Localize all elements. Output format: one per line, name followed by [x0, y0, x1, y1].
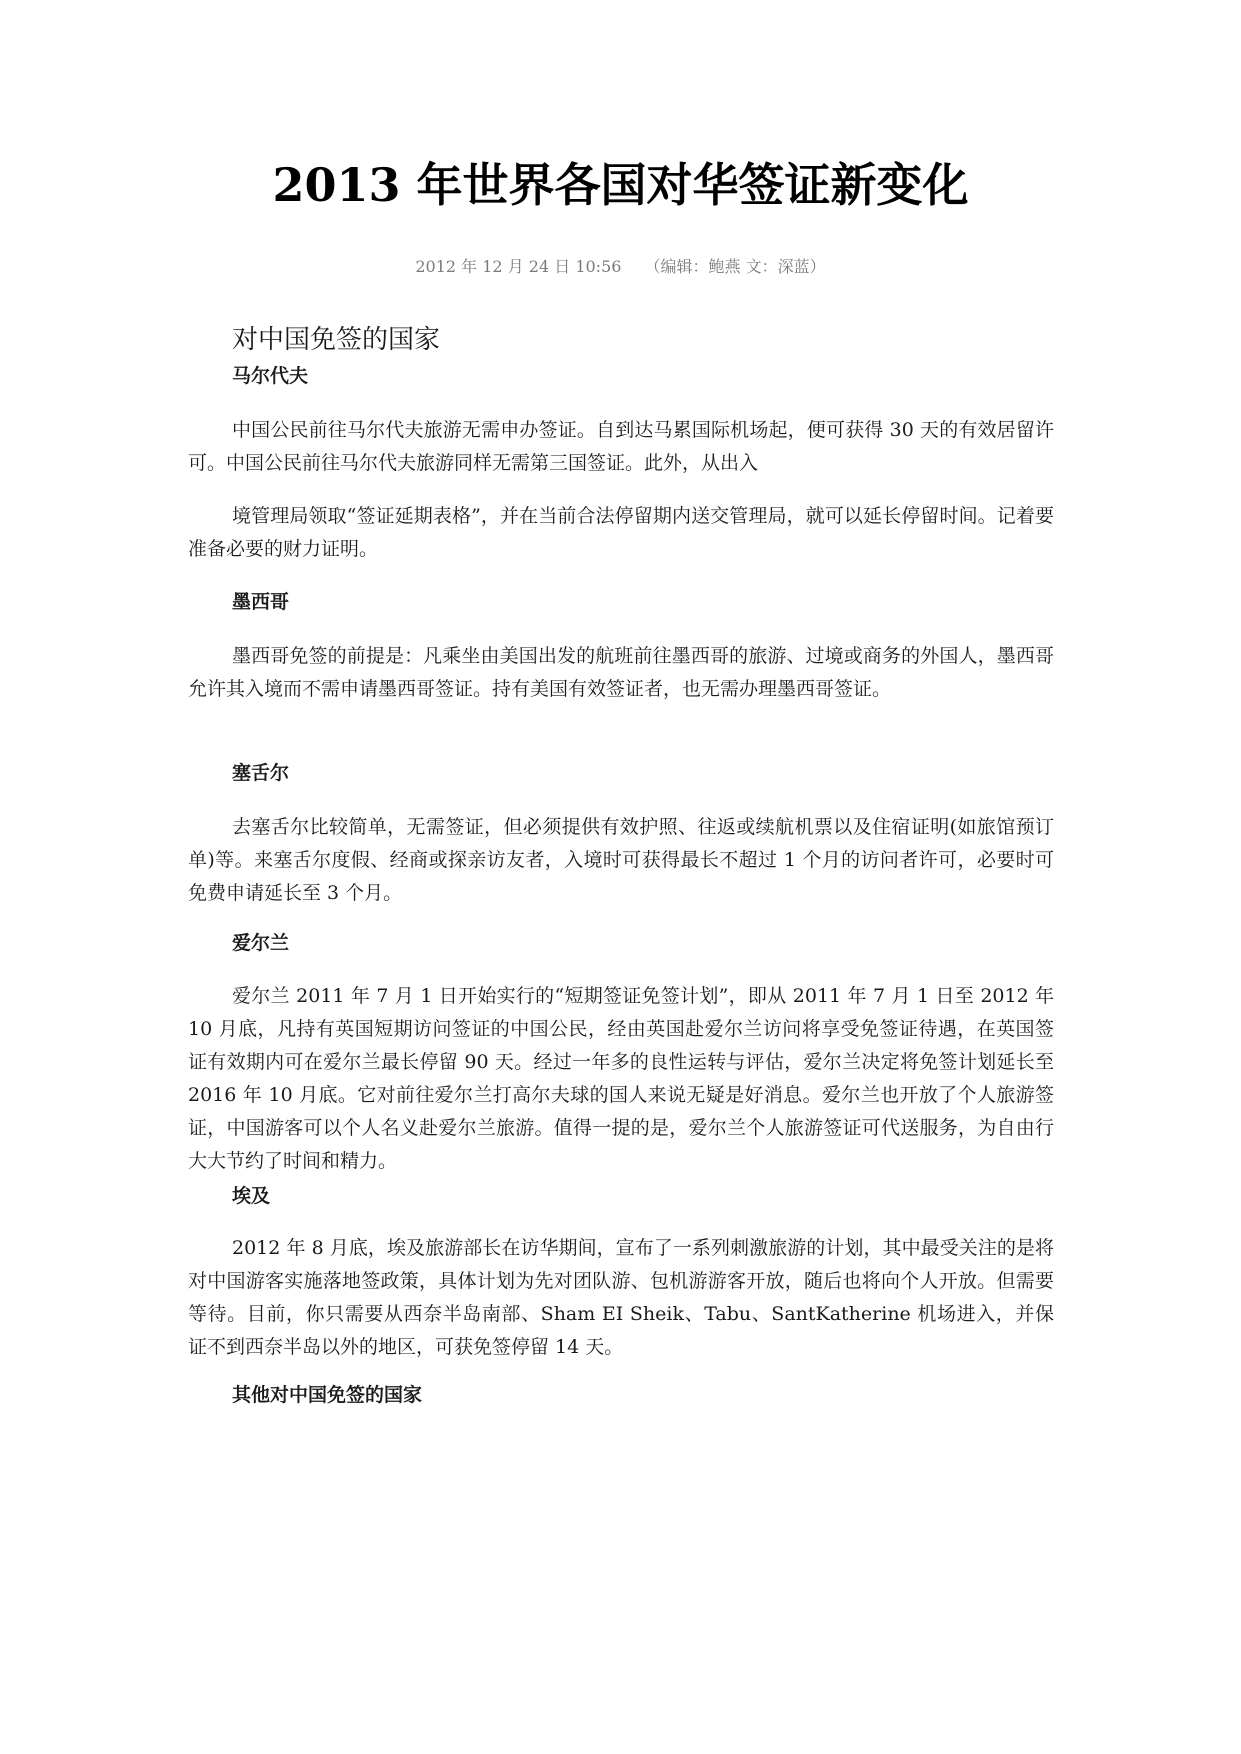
section-heading: 对中国免签的国家 [232, 325, 441, 355]
paragraph-seychelles-1: 去塞舌尔比较简单，无需签证，但必须提供有效护照、往返或续航机票以及住宿证明(如旅馆预订单)等。来塞舌尔度假、经商或探亲访友者，入境时可获得最长不超过 1 个月的访问者许可，必要时可免费申请延长至 3 个月。 [188, 816, 1054, 904]
article-date: 2012 年 12 月 24 日 10:56 [415, 257, 622, 276]
paragraph-maldives-1: 中国公民前往马尔代夫旅游无需申办签证。自到达马累国际机场起，便可获得 30 天的有效居留许可。中国公民前往马尔代夫旅游同样无需第三国签证。此外，从出入 [188, 419, 1054, 474]
article-meta [0, 256, 1241, 278]
article-credit: （编辑：鲍燕 文：深蓝） [644, 257, 826, 276]
country-heading-ireland: 爱尔兰 [232, 932, 290, 954]
country-heading-maldives: 马尔代夫 [232, 365, 309, 387]
country-heading-egypt: 埃及 [232, 1185, 271, 1207]
article-title: 2013 年世界各国对华签证新变化 [272, 158, 969, 212]
paragraph-ireland-1: 爱尔兰 2011 年 7 月 1 日开始实行的“短期签证免签计划”，即从 2011 年 7 月 1 日至 2012 年 10 月底，凡持有英国短期访问签证的中国公民，经由英国赴爱尔兰访问将享受免签证待遇，在英国签证有效期内可在爱尔兰最长停留 90 天。经过一年多的良性运转与评估，爱尔兰决定将免签计划延长至 2016 年 10 月底。它对前往爱尔兰打高尔夫球的国人来说无疑是好消息。爱尔兰也开放了个人旅游签证，中国游客可以个人名义赴爱尔兰旅游。值得一提的是，爱尔兰个人旅游签证可代送服务，为自由行大大节约了时间和精力。 [188, 985, 1054, 1172]
paragraph-maldives-2: 境管理局领取“签证延期表格”，并在当前合法停留期内送交管理局，就可以延长停留时间。记着要准备必要的财力证明。 [188, 505, 1054, 560]
country-heading-mexico: 墨西哥 [232, 591, 290, 613]
country-heading-seychelles: 塞舌尔 [232, 762, 290, 784]
country-heading-others: 其他对中国免签的国家 [232, 1384, 423, 1406]
paragraph-egypt-1: 2012 年 8 月底，埃及旅游部长在访华期间，宣布了一系列刺激旅游的计划，其中最受关注的是将对中国游客实施落地签政策，具体计划为先对团队游、包机游游客开放，随后也将向个人开放。但需要等待。目前，你只需要从西奈半岛南部、Sham EI Sheik、Tabu、SantKatherine 机场进入，并保证不到西奈半岛以外的地区，可获免签停留 14 天。 [188, 1237, 1054, 1358]
paragraph-mexico-1: 墨西哥免签的前提是：凡乘坐由美国出发的航班前往墨西哥的旅游、过境或商务的外国人，墨西哥允许其入境而不需申请墨西哥签证。持有美国有效签证者，也无需办理墨西哥签证。 [188, 645, 1054, 700]
